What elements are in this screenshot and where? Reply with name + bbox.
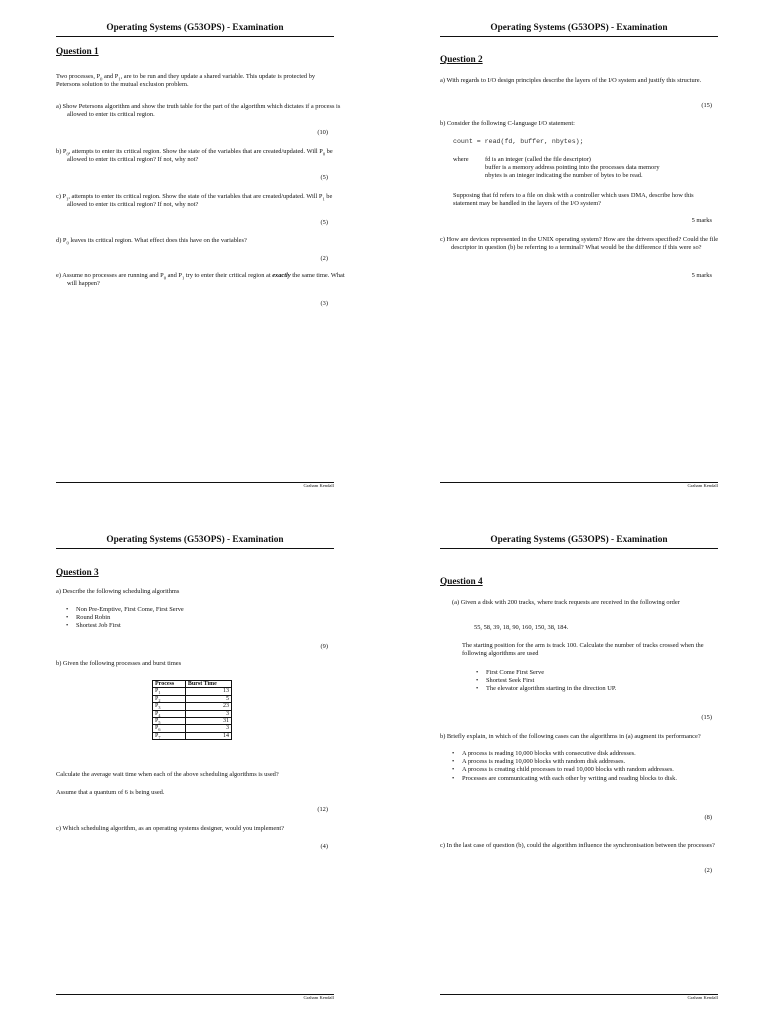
q2-code-statement: count = read(fd, buffer, nbytes); xyxy=(453,138,584,145)
header-rule xyxy=(56,36,334,37)
q1-a-mark: (10) xyxy=(317,129,328,136)
q3-a-mark: (9) xyxy=(320,643,328,650)
q2-part-a: a) With regards to I/O design principles describe the layers of the I/O system and justify this structure. xyxy=(440,77,702,84)
col-burst-time: Burst Time xyxy=(185,681,231,688)
q3-part-a: a) Describe the following scheduling algorithms xyxy=(56,588,180,595)
table-row: $P_3$ 23 xyxy=(153,703,232,710)
page-question-4 xyxy=(384,512,768,1024)
list-item: • A process is reading 10,000 blocks with random disk addresses. xyxy=(450,758,712,766)
header-rule xyxy=(440,36,718,37)
table-row: $P_5$ 31 xyxy=(153,718,232,725)
q4-starting-position: The starting position for the arm is track 100. Calculate the number of tracks crossed when the following algorithms are used xyxy=(462,642,704,658)
q4-b-mark: (8) xyxy=(704,814,712,821)
q4-case-list xyxy=(450,750,712,783)
q1-b-mark: (5) xyxy=(320,174,328,181)
header-rule xyxy=(440,548,718,549)
question-title: Question 2 xyxy=(440,55,483,65)
question-title: Question 1 xyxy=(56,47,99,57)
q2-where-fd: fd is an integer (called the file descriptor) xyxy=(485,156,591,163)
table-row: $P_6$ 3 xyxy=(153,725,232,732)
page-footer: Graham Kendall xyxy=(687,483,718,488)
q4-part-b: b) Briefly explain, in which of the following cases can the algorithms in (a) augment its performance? xyxy=(440,733,701,740)
page-footer: Graham Kendall xyxy=(303,995,334,1000)
q3-calculate: Calculate the average wait time when each of the above scheduling algorithms is used? xyxy=(56,771,279,778)
page-footer: Graham Kendall xyxy=(687,995,718,1000)
q1-part-d: d) $P_0$ leaves its critical region. What effect does this have on the variables? xyxy=(56,237,247,246)
question-title: Question 4 xyxy=(440,577,483,587)
footer-rule xyxy=(56,482,334,483)
table-row: $P_2$ 5 xyxy=(153,695,232,702)
table-row: $P_4$ 3 xyxy=(153,710,232,717)
q2-c-mark: 5 marks xyxy=(691,272,712,279)
q1-part-a: a) Show Petersons algorithm and show the truth table for the part of the algorithm which dictates if a process is allowed to enter its critical region. xyxy=(56,103,341,119)
q2-where-nbytes: nbytes is an integer indicating the number of bytes to be read. xyxy=(485,172,643,180)
page-header: Operating Systems (G53OPS) - Examination xyxy=(106,535,284,545)
q2-b-mark: 5 marks xyxy=(691,217,712,224)
q4-part-c: c) In the last case of question (b), could the algorithm influence the synchronisation between the processes? xyxy=(440,842,715,849)
q4-a-mark: (15) xyxy=(701,714,712,721)
list-item: • Round Robin xyxy=(64,614,324,622)
list-item: • A process is creating child processes to read 10,000 blocks with random addresses. xyxy=(450,766,712,774)
page-footer: Graham Kendall xyxy=(303,483,334,488)
list-item: • Processes are communicating with each other by writing and reading blocks to disk. xyxy=(450,775,712,783)
table-row: $P_1$ 13 xyxy=(153,688,232,695)
q3-quantum: Assume that a quantum of 6 is being used. xyxy=(56,789,165,796)
q2-where-label: where xyxy=(453,156,469,163)
q4-c-mark: (2) xyxy=(704,867,712,874)
q3-algorithm-list xyxy=(64,606,324,631)
footer-rule xyxy=(440,482,718,483)
table-header-row xyxy=(153,681,232,688)
table-row: $P_7$ 14 xyxy=(153,732,232,739)
list-item: • Shortest Job First xyxy=(64,622,324,630)
q2-supposing: Supposing that fd refers to a file on disk with a controller which uses DMA, describe how this statement may be handled in the layers of the I/O system? xyxy=(453,192,694,208)
q2-part-b: b) Consider the following C-language I/O statement: xyxy=(440,120,575,127)
q2-a-mark: (15) xyxy=(701,102,712,109)
q1-part-e: e) Assume no processes are running and $P_0$ and $P_1$ try to enter their critical region at exactly the same time. What will happen? xyxy=(56,272,345,288)
q4-algorithm-list xyxy=(474,669,714,694)
list-item: • Shortest Seek First xyxy=(474,677,714,685)
q2-where-list xyxy=(485,156,715,181)
q1-part-b: b) $P_0$, attempts to enter its critical region. Show the state of the variables that are created/updated. Will $P_0$ be allowed to enter its critical region? If not, why not? xyxy=(56,148,333,164)
page-header: Operating Systems (G53OPS) - Examination xyxy=(490,535,668,545)
burst-time-table xyxy=(152,680,232,740)
q4-track-requests: 55, 58, 39, 18, 90, 160, 150, 38, 184. xyxy=(474,624,569,631)
q1-c-mark: (5) xyxy=(320,219,328,226)
list-item: • First Come First Serve xyxy=(474,669,714,677)
q1-e-mark: (3) xyxy=(320,300,328,307)
footer-rule xyxy=(56,994,334,995)
q1-part-c: c) $P_1$, attempts to enter its critical region. Show the state of the variables that are created/updated. Will $P_1$ be allowed to enter its critical region? If not, why not? xyxy=(56,193,333,209)
header-rule xyxy=(56,548,334,549)
q3-c-mark: (4) xyxy=(320,843,328,850)
page-header: Operating Systems (G53OPS) - Examination xyxy=(490,23,668,33)
list-item: • The elevator algorithm starting in the direction UP. xyxy=(474,685,714,693)
list-item: • A process is reading 10,000 blocks with consecutive disk addresses. xyxy=(450,750,712,758)
page-question-3 xyxy=(0,512,384,1024)
q3-part-b: b) Given the following processes and burst times xyxy=(56,660,182,667)
page-question-1 xyxy=(0,0,384,512)
q3-b-mark: (12) xyxy=(317,806,328,813)
q1-d-mark: (2) xyxy=(320,255,328,262)
q1-intro: Two processes, $P_0$ and $P_1$, are to be run and they update a shared variable. This update is protected by Petersons solution to the mutual exclusion problem. xyxy=(56,73,316,89)
footer-rule xyxy=(440,994,718,995)
q3-part-c: c) Which scheduling algorithm, as an operating systems designer, would you implement? xyxy=(56,825,285,832)
page-question-2 xyxy=(384,0,768,512)
q4-part-a: (a) Given a disk with 200 tracks, where track requests are received in the following order xyxy=(452,599,680,606)
question-title: Question 3 xyxy=(56,568,99,578)
list-item: • Non Pre-Emptive, First Come, First Serve xyxy=(64,606,324,614)
col-process: Process xyxy=(153,681,186,688)
q2-part-c: c) How are devices represented in the UNIX operating system? How are the drivers specified? Could the file descriptor in question (b) be referring to a terminal? What would be the difference if this were so? xyxy=(440,236,719,252)
q2-where-buffer: buffer is a memory address pointing into the processes data memory xyxy=(485,164,660,172)
page-header: Operating Systems (G53OPS) - Examination xyxy=(106,23,284,33)
